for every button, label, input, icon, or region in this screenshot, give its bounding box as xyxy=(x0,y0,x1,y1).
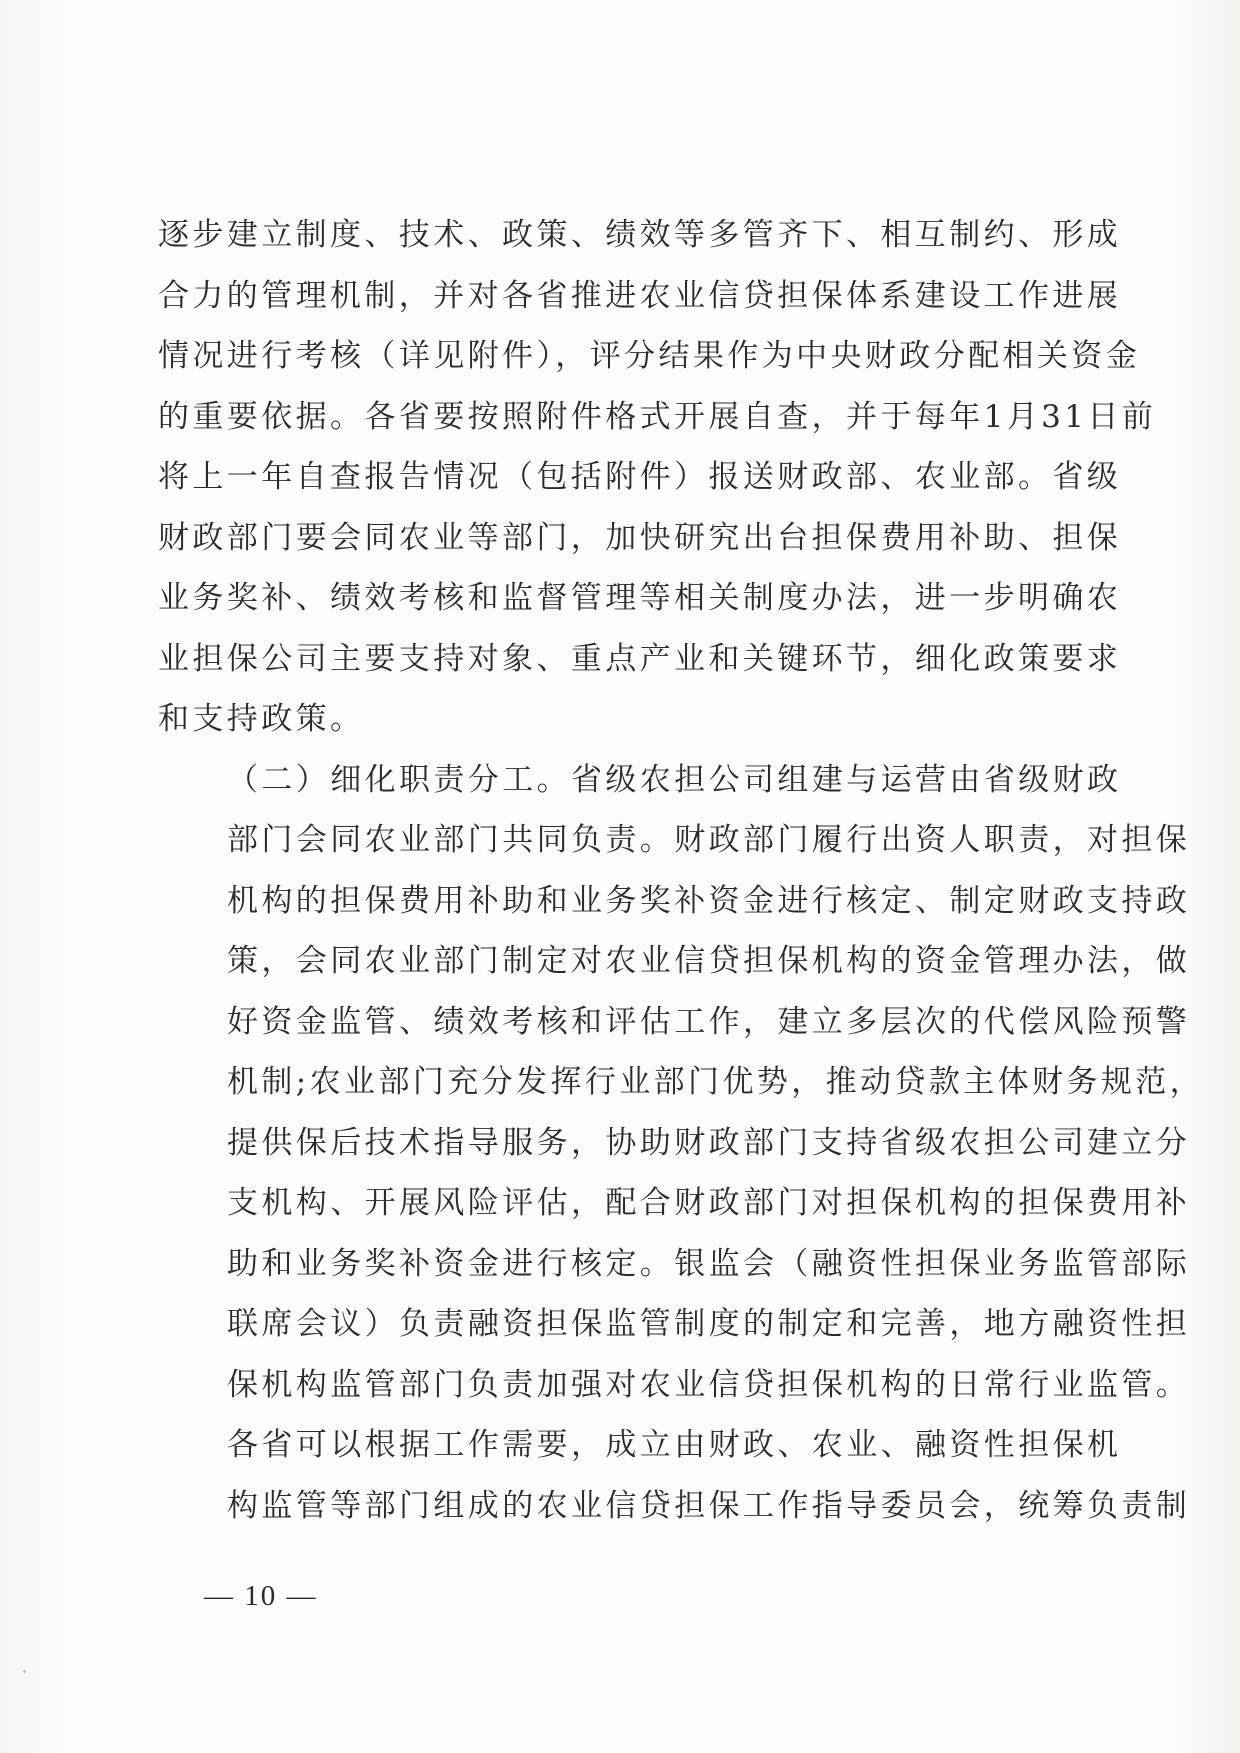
text-line: 助和业务奖补资金进行核定。银监会（融资性担保业务监管部际 xyxy=(227,1245,1191,1282)
text-line: 和支持政策。 xyxy=(158,701,365,737)
text-line: 构监管等部门组成的农业信贷担保工作指导委员会，统筹负责制 xyxy=(227,1487,1191,1524)
paragraph xyxy=(158,750,1205,1416)
text-line: 支机构、开展风险评估，配合财政部门对担保机构的担保费用补 xyxy=(227,1185,1191,1221)
text-line: 的重要依据。各省要按照附件格式开展自查，并于每年1月31日前 xyxy=(158,398,1157,435)
text-line: 好资金监管、绩效考核和评估工作，建立多层次的代偿风险预警 xyxy=(227,1003,1191,1040)
text-line: 策，会同农业部门制定对农业信贷担保机构的资金管理办法，做 xyxy=(227,943,1191,979)
text-line: 合力的管理机制，并对各省推进农业信贷担保体系建设工作进展 xyxy=(158,277,1122,314)
text-line: 财政部门要会同农业等部门，加快研究出台担保费用补助、担保 xyxy=(158,519,1122,556)
text-line: 机构的担保费用补助和业务奖补资金进行核定、制定财政支持政 xyxy=(227,882,1191,919)
text-line: 各省可以根据工作需要，成立由财政、农业、融资性担保机 xyxy=(227,1427,1122,1463)
text-line: （二）细化职责分工。省级农担公司组建与运营由省级财政 xyxy=(227,761,1122,798)
page-number: — 10 — xyxy=(204,1580,318,1612)
text-line: 部门会同农业部门共同负责。财政部门履行出资人职责，对担保 xyxy=(227,822,1191,858)
document-body xyxy=(158,205,1205,1536)
text-line: 联席会议）负责融资担保监管制度的制定和完善，地方融资性担 xyxy=(227,1306,1191,1342)
text-line: 业务奖补、绩效考核和监督管理等相关制度办法，进一步明确农 xyxy=(158,580,1122,616)
scan-dust-mark xyxy=(23,1670,26,1673)
text-line: 提供保后技术指导服务，协助财政部门支持省级农担公司建立分 xyxy=(227,1124,1191,1161)
text-line: 逐步建立制度、技术、政策、绩效等多管齐下、相互制约、形成 xyxy=(158,217,1122,253)
text-line: 业担保公司主要支持对象、重点产业和关键环节，细化政策要求 xyxy=(158,640,1122,677)
paragraph xyxy=(158,205,1157,750)
text-line: 机制;农业部门充分发挥行业部门优势，推动贷款主体财务规范， xyxy=(227,1064,1205,1100)
paragraph xyxy=(158,1415,1191,1536)
text-line: 保机构监管部门负责加强对农业信贷担保机构的日常行业监管。 xyxy=(227,1366,1191,1403)
text-line: 情况进行考核（详见附件），评分结果作为中央财政分配相关资金 xyxy=(158,338,1141,374)
text-line: 将上一年自查报告情况（包括附件）报送财政部、农业部。省级 xyxy=(158,459,1122,495)
